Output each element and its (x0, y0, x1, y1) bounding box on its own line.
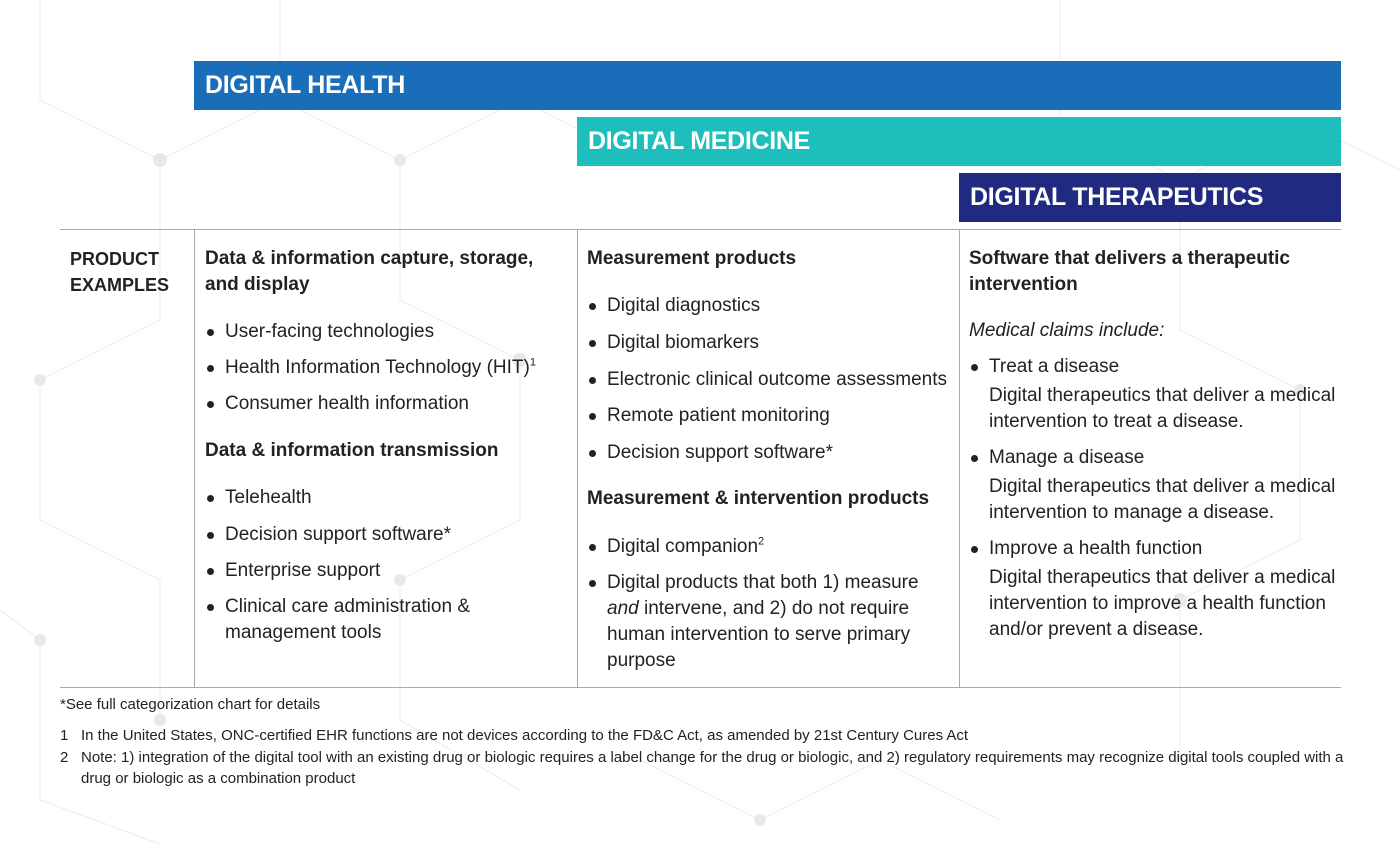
list-item (969, 445, 1339, 526)
claim-title: Treat a disease (989, 356, 1120, 377)
table-top-divider (60, 229, 1341, 230)
list-item: Telehealth (205, 485, 570, 511)
col1-heading-capture: Data & information capture, storage, and display (205, 248, 534, 295)
col2-heading-measurement: Measurement products (587, 248, 797, 269)
list-item: Clinical care administration & management tools (205, 594, 570, 646)
col2-heading-intervention: Measurement & intervention products (587, 488, 930, 509)
list-item: Decision support software* (205, 522, 570, 548)
list-item: Health Information Technology (HIT)$^1$ (205, 355, 570, 381)
table-bottom-divider (60, 687, 1341, 688)
emphasis-and: and (607, 598, 639, 619)
footnote-1 (60, 725, 1350, 746)
list-item: User-facing technologies (205, 319, 570, 345)
col2-list-measurement (587, 293, 952, 466)
digital-health-column (205, 246, 570, 646)
list-item: Consumer health information (205, 391, 570, 417)
list-item: Remote patient monitoring (587, 403, 952, 429)
column-divider-1 (194, 229, 195, 687)
claim-description: Digital therapeutics that deliver a medical intervention to manage a disease. (989, 476, 1336, 523)
footnote-marker-2: 2 (758, 535, 765, 548)
digital-medicine-band: DIGITAL MEDICINE (577, 117, 1341, 166)
footnote-2-text: Note: 1) integration of the digital tool with an existing drug or biologic requires a label change for the drug or biologic, and 2) regulatory requirements may recognize digital tools coupled with a drug or biologic as a combination product (81, 749, 1344, 787)
digital-therapeutics-band: DIGITAL THERAPEUTICS (959, 173, 1341, 222)
list-item: Decision support software* (587, 440, 952, 466)
list-item (969, 354, 1339, 435)
footnote-1-number: 1 (60, 727, 69, 744)
column-divider-3 (959, 229, 960, 687)
medical-claims-list (969, 354, 1339, 643)
product-examples-label: PRODUCT EXAMPLES (70, 249, 170, 295)
digital-therapeutics-column (969, 246, 1339, 643)
col2-list-intervention (587, 534, 952, 674)
footnote-asterisk: *See full categorization chart for details (60, 696, 321, 713)
col1-heading-transmission: Data & information transmission (205, 440, 499, 461)
list-item: Digital products that both 1) measure and intervene, and 2) do not require human intervention to serve primary purpose (587, 570, 952, 674)
claim-title: Improve a health function (989, 538, 1203, 559)
col3-heading: Software that delivers a therapeutic intervention (969, 248, 1290, 295)
claim-title: Manage a disease (989, 447, 1145, 468)
footnote-2-number: 2 (60, 749, 69, 766)
footnote-2 (60, 747, 1350, 789)
list-item: Enterprise support (205, 558, 570, 584)
medical-claims-heading: Medical claims include: (969, 320, 1165, 341)
list-item: Digital companion$^2$ (587, 534, 952, 560)
list-item: Digital diagnostics (587, 293, 952, 319)
digital-health-band: DIGITAL HEALTH (194, 61, 1341, 110)
digital-medicine-column (587, 246, 952, 674)
claim-description: Digital therapeutics that deliver a medical intervention to treat a disease. (989, 385, 1336, 432)
footnote-marker-1: 1 (529, 356, 536, 369)
footnote-1-text: In the United States, ONC-certified EHR functions are not devices according to the FD&C Act, as amended by 21st Century Cures Act (81, 727, 969, 744)
list-item (969, 536, 1339, 643)
list-item: Digital biomarkers (587, 330, 952, 356)
list-item: Electronic clinical outcome assessments (587, 367, 952, 393)
claim-description: Digital therapeutics that deliver a medical intervention to improve a health function and/or prevent a disease. (989, 567, 1336, 640)
col1-list-transmission (205, 485, 570, 646)
column-divider-2 (577, 229, 578, 687)
col1-list-capture (205, 319, 570, 417)
